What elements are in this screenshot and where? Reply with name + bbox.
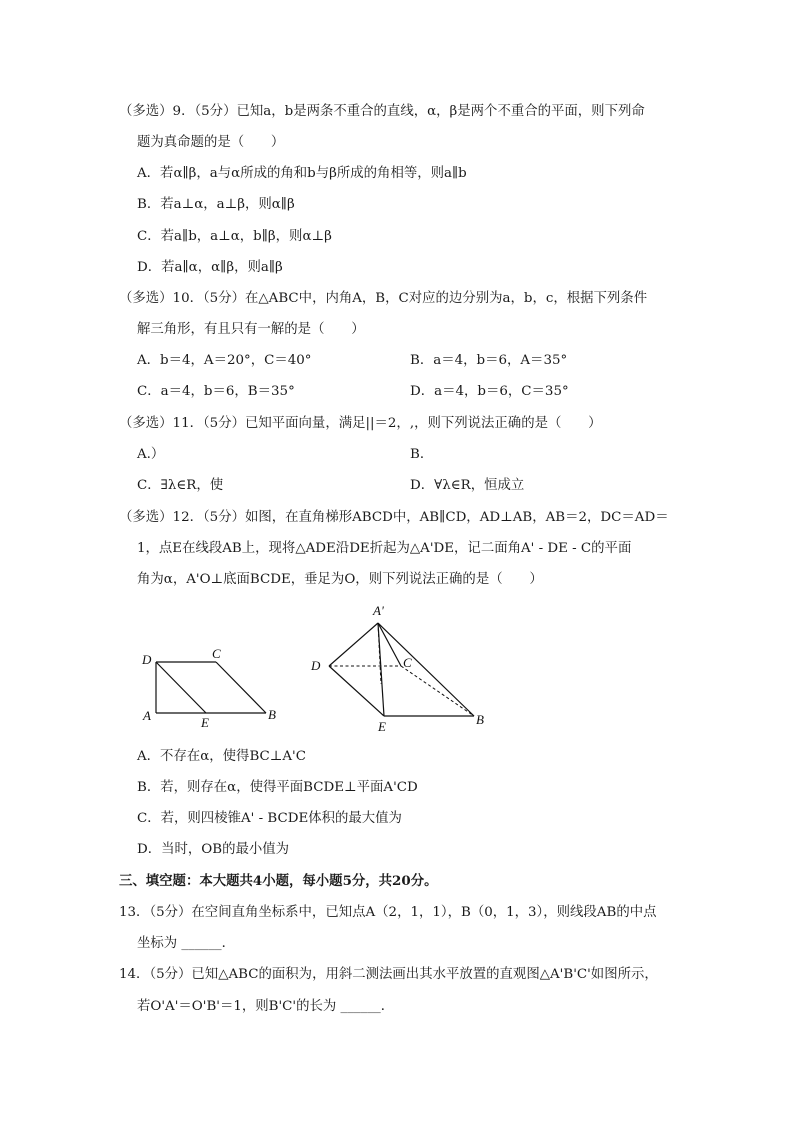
q10-option-a: A．b＝4，A＝20°，C＝40°	[137, 353, 312, 368]
q12-stem-line1: （多选）12．（5分）如图，在直角梯形ABCD中，AB∥CD，AD⊥AB，AB＝2，DC＝AD＝	[119, 510, 669, 525]
edge-cb-hidden	[401, 666, 474, 716]
q10-option-b: B．a＝4，b＝6，A＝35°	[410, 353, 568, 368]
q9-stem-line1: （多选）9．（5分）已知a，b是两条不重合的直线，α，β是两个不重合的平面，则下列命	[119, 104, 645, 119]
label-a-prime: A'	[373, 603, 384, 618]
q9-option-a: A．若α∥β，a与α所成的角和b与β所成的角相等，则a∥b	[137, 166, 467, 181]
q13-stem-line1: 13．（5分）在空间直角坐标系中，已知点A（2，1，1），B（0，1，3），则线段AB的中点	[119, 905, 657, 920]
label-d: D	[142, 652, 152, 667]
q10-stem-line1: （多选）10．（5分）在△ABC中，内角A，B，C对应的边分别为a，b，c，根据下列条件	[119, 291, 648, 306]
q10-option-d: D．a＝4，b＝6，C＝35°	[410, 384, 569, 399]
q9-option-c: C．若a∥b，a⊥α，b∥β，则α⊥β	[137, 229, 332, 244]
q14-stem-line2: 若O'A'＝O'B'＝1，则B'C'的长为 ______．	[137, 999, 395, 1014]
edge-apex-b	[378, 623, 474, 716]
q12-option-a: A．不存在α，使得BC⊥A'C	[137, 749, 306, 764]
label-c: C	[212, 646, 221, 661]
q14-stem-line1: 14．（5分）已知△ABC的面积为，用斜二测法画出其水平放置的直观图△A'B'C'如图所示，	[119, 967, 658, 982]
q10-option-c: C．a＝4，b＝6，B＝35°	[137, 384, 295, 399]
label-a: A	[143, 708, 151, 723]
trapezoid-diagram	[135, 640, 295, 735]
q9-option-b: B．若a⊥α，a⊥β，则α∥β	[137, 197, 295, 212]
q9-option-d: D．若a∥α，α∥β，则a∥β	[137, 260, 283, 275]
pyramid-diagram	[305, 600, 495, 740]
q12-option-b: B．若，则存在α，使得平面BCDE⊥平面A'CD	[137, 780, 418, 795]
label-d: D	[311, 658, 321, 673]
edge-cb	[216, 662, 266, 713]
q13-stem-line2: 坐标为 ______．	[137, 936, 235, 951]
q11-option-a: A.）	[137, 447, 165, 462]
q12-stem-line3: 角为α，A'O⊥底面BCDE，垂足为O，则下列说法正确的是（ ）	[137, 572, 543, 587]
q11-option-c: C．∃λ∈R，使	[137, 478, 224, 493]
q9-stem-line2: 题为真命题的是（ ）	[137, 135, 285, 150]
edge-de	[156, 662, 206, 713]
section-heading: 三、填空题：本大题共4小题，每小题5分，共20分。	[119, 873, 438, 889]
edge-apex-d	[329, 623, 378, 666]
trapezoid-figure	[135, 640, 295, 735]
q11-option-b: B．	[410, 447, 434, 462]
edge-de	[329, 666, 384, 716]
label-b: B	[476, 712, 484, 727]
label-e: E	[201, 715, 209, 730]
label-e: E	[378, 719, 386, 734]
q11-stem-line1: （多选）11．（5分）已知平面向量，满足||＝2，,，则下列说法正确的是（ ）	[119, 416, 602, 431]
q11-option-d: D．∀λ∈R，恒成立	[410, 478, 525, 493]
pyramid-figure	[305, 600, 495, 740]
label-c: C	[403, 655, 412, 670]
q10-stem-line2: 解三角形，有且只有一解的是（ ）	[137, 322, 365, 337]
q12-option-d: D．当时，OB的最小值为	[137, 842, 290, 857]
q12-option-c: C．若，则四棱锥A' - BCDE体积的最大值为	[137, 811, 402, 826]
q12-stem-line2: 1，点E在线段AB上，现将△ADE沿DE折起为△A'DE，记二面角A' - DE - C的平面	[137, 541, 632, 556]
label-b: B	[268, 707, 276, 722]
edge-apex-c	[378, 623, 401, 666]
